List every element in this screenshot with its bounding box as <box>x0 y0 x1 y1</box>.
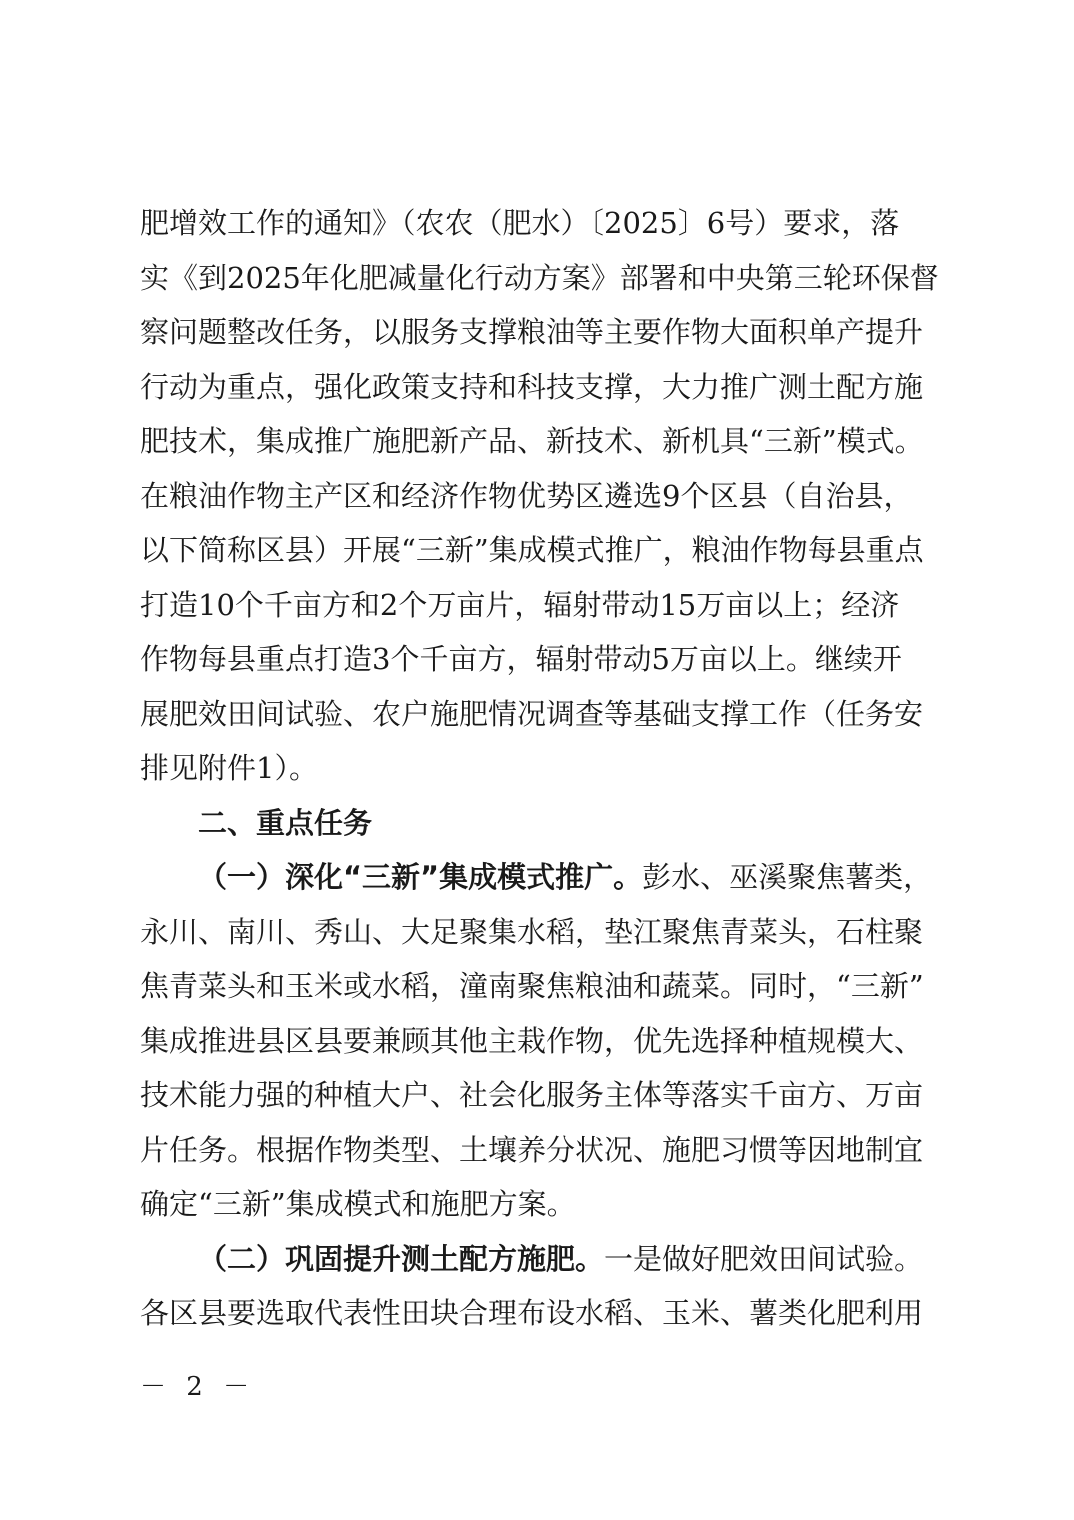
page-number: － 2 － <box>140 1372 256 1402</box>
text-line: 实《到2025年化肥减量化行动方案》部署和中央第三轮环保督 <box>140 260 939 295</box>
text-line: 展肥效田间试验、农户施肥情况调查等基础支撑工作（任务安 <box>140 696 924 731</box>
subsection-title: （一）深化“三新”集成模式推广。 <box>198 860 643 894</box>
text-line: 在粮油作物主产区和经济作物优势区遴选9个区县（自治县， <box>140 478 913 513</box>
text-line: 确定“三新”集成模式和施肥方案。 <box>140 1187 576 1221</box>
text-line: 作物每县重点打造3个千亩方，辐射带动5万亩以上。继续开 <box>140 642 902 676</box>
text-line: 以下简称区县）开展“三新”集成模式推广，粮油作物每县重点 <box>140 533 924 567</box>
text-line: 行动为重点，强化政策支持和科技支撑，大力推广测土配方施 <box>140 369 924 404</box>
text-line: 集成推进县区县要兼顾其他主栽作物，优先选择种植规模大、 <box>140 1023 924 1058</box>
text-line: 永川、南川、秀山、大足聚集水稻，垫江聚焦青菜头，石柱聚 <box>140 914 924 949</box>
body-text <box>140 196 940 1341</box>
paragraph-first-line <box>140 1232 940 1287</box>
text-line: 肥技术，集成推广施肥新产品、新技术、新机具“三新”模式。 <box>140 424 924 458</box>
paragraph-text: 一是做好肥效田间试验。 <box>604 1241 924 1276</box>
subsection-title: （二）巩固提升测土配方施肥。 <box>198 1241 605 1276</box>
paragraph-first-line <box>140 850 940 905</box>
text-line: 片任务。根据作物类型、土壤养分状况、施肥习惯等因地制宜 <box>140 1132 924 1167</box>
text-line: 肥增效工作的通知》（农农（肥水）〔2025〕6号）要求，落 <box>140 206 900 240</box>
text-line: 焦青菜头和玉米或水稻，潼南聚焦粮油和蔬菜。同时，“三新” <box>140 969 924 1003</box>
text-line: 打造10个千亩方和2个万亩片，辐射带动15万亩以上；经济 <box>140 587 900 622</box>
text-line: 技术能力强的种植大户、社会化服务主体等落实千亩方、万亩 <box>140 1078 924 1112</box>
text-line: 排见附件1）。 <box>140 751 318 785</box>
section-heading: 二、重点任务 <box>198 805 373 840</box>
paragraph-text: 彭水、巫溪聚焦薯类， <box>642 860 933 894</box>
text-line: 察问题整改任务，以服务支撑粮油等主要作物大面积单产提升 <box>140 315 924 349</box>
text-line: 各区县要选取代表性田块合理布设水稻、玉米、薯类化肥利用 <box>140 1296 924 1330</box>
